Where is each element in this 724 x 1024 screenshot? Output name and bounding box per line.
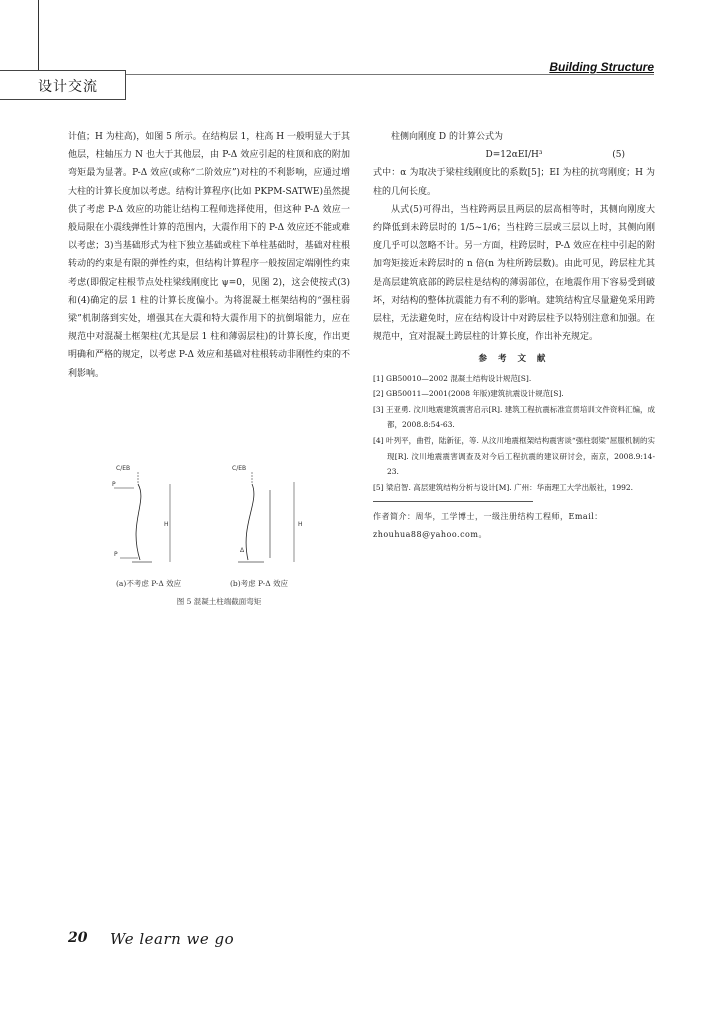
figure-5 — [108, 462, 330, 612]
formula-5 — [373, 146, 655, 164]
reference-item: [1] GB50010—2002 混凝土结构设计规范[S]. — [373, 373, 532, 383]
left-column — [68, 128, 350, 383]
formula-text: D=12αEI/H³ — [485, 150, 543, 161]
fig-b-delta-label: Δ — [240, 547, 245, 554]
fig-a-base-label: P — [114, 551, 118, 558]
fig-sub-caption-a: (a)不考虑 P-Δ 效应 — [116, 579, 182, 588]
fig-a-height-label: H — [164, 521, 169, 528]
fig-a-deformed-column — [136, 484, 141, 560]
left-paragraph: 计值；H 为柱高)，如图 5 所示。在结构层 1，柱高 H 一般明显大于其他层，柱轴压力 N 也大于其他层，由 P-Δ 效应引起的柱顶和底的附加弯矩最为显著。P-Δ 效应(或称“二阶效应”)对柱的不利影响，应通过增大柱的计算长度加以考虑。结构计算程序(比如 PKPM-SATWE)虽然提供了考虑 P-Δ 效应的功能让结构工程师选择使用，但这种 P-Δ 效应一般局限在小震线弹性计算的范围内，大震作用下的 P-Δ 效应还不能或难以考虑；3)当基础形式为柱下独立基础或柱下单柱基础时，基础对柱根转动的约束是有限的弹性约束，但结构计算程序一般按固定端刚性约束考虑(即假定柱根节点处柱梁线刚度比 ψ=0，见图 2)，这会使按式(3)和(4)确定的层 1 柱的计算长度偏小。为将混凝土框架结构的“强柱弱梁”机制落到实处，增强其在大震和特大震作用下的抗倒塌能力，应在规范中对混凝土框架柱(尤其是层 1 柱和薄弱层柱)的计算长度，作出更明确和严格的规定，以考虑 P-Δ 效应和基础对柱根转动非刚性约束的不利影响。 — [68, 132, 350, 379]
author-note-line2: zhouhua88@yahoo.com。 — [373, 530, 487, 540]
fig-b-height-label: H — [298, 521, 303, 528]
reference-list — [373, 371, 655, 496]
journal-name: Building Structure — [549, 60, 654, 74]
fig-b-deformed-column — [246, 484, 254, 560]
right-column — [373, 128, 655, 544]
footer-slogan: We learn we go — [110, 930, 235, 948]
formula-lead: 柱侧向刚度 D 的计算公式为 — [391, 132, 503, 142]
fig-a-load-label: P — [112, 481, 116, 488]
figure-caption: 图 5 混凝土柱端截面弯矩 — [176, 597, 262, 606]
reference-item: [5] 梁启智. 高层建筑结构分析与设计[M]. 广州：华南理工大学出版社，1992. — [373, 482, 634, 492]
fig-sub-caption-b: (b)考虑 P-Δ 效应 — [230, 579, 289, 588]
header-vertical-line — [38, 0, 39, 70]
symbols-paragraph: 式中：α 为取决于梁柱线刚度比的系数[5]；EI 为柱的抗弯刚度；H 为柱的几何长度。 — [373, 168, 655, 197]
reference-item: [4] 叶列平，曲哲，陆新征，等. 从汶川地震框架结构震害谈“强柱弱梁”屈服机制的实现[R]. 汶川地震震害调查及对今后工程抗震的建议研讨会，南京，2008.9:14-23. — [373, 436, 655, 477]
author-note-line1: 作者简介：周华，工学博士，一级注册结构工程师，Email： — [373, 512, 603, 522]
references-title: 参 考 文 献 — [478, 354, 550, 365]
page-number: 20 — [68, 930, 88, 946]
right-paragraph: 从式(5)可得出，当柱跨两层且两层的层高相等时，其侧向刚度大约降低到未跨层时的 1/5~1/6；当柱跨三层或三层以上时，其侧向刚度几乎可以忽略不计。另一方面，柱跨层时，P-Δ 效应在柱中引起的附加弯矩接近未跨层时的 n 倍(n 为柱所跨层数)。由此可见，跨层柱尤其是高层建筑底部的跨层柱是结构的薄弱部位，在地震作用下容易受到破坏，对结构的整体抗震能力有不利的影响。建筑结构宜尽量避免采用跨层柱，无法避免时，应在结构设计中对跨层柱予以特别注意和加强。在规范中，宜对混凝土跨层柱的计算长度，作出补充规定。 — [373, 204, 655, 343]
reference-item: [2] GB50011—2001(2008 年版)建筑抗震设计规范[S]. — [373, 389, 564, 399]
reference-item: [3] 王亚勇. 汶川地震建筑震害启示[R]. 建筑工程抗震标准宣贯培训文件资料汇编，成都，2008.8:54-63. — [373, 404, 655, 430]
fig-b-top-label: C/EB — [232, 465, 247, 472]
author-note-rule — [373, 501, 533, 502]
section-label: 设计交流 — [38, 79, 98, 95]
column-moment-diagram — [108, 462, 330, 574]
formula-number: (5) — [612, 150, 625, 161]
fig-a-top-label: C/EB — [116, 465, 131, 472]
